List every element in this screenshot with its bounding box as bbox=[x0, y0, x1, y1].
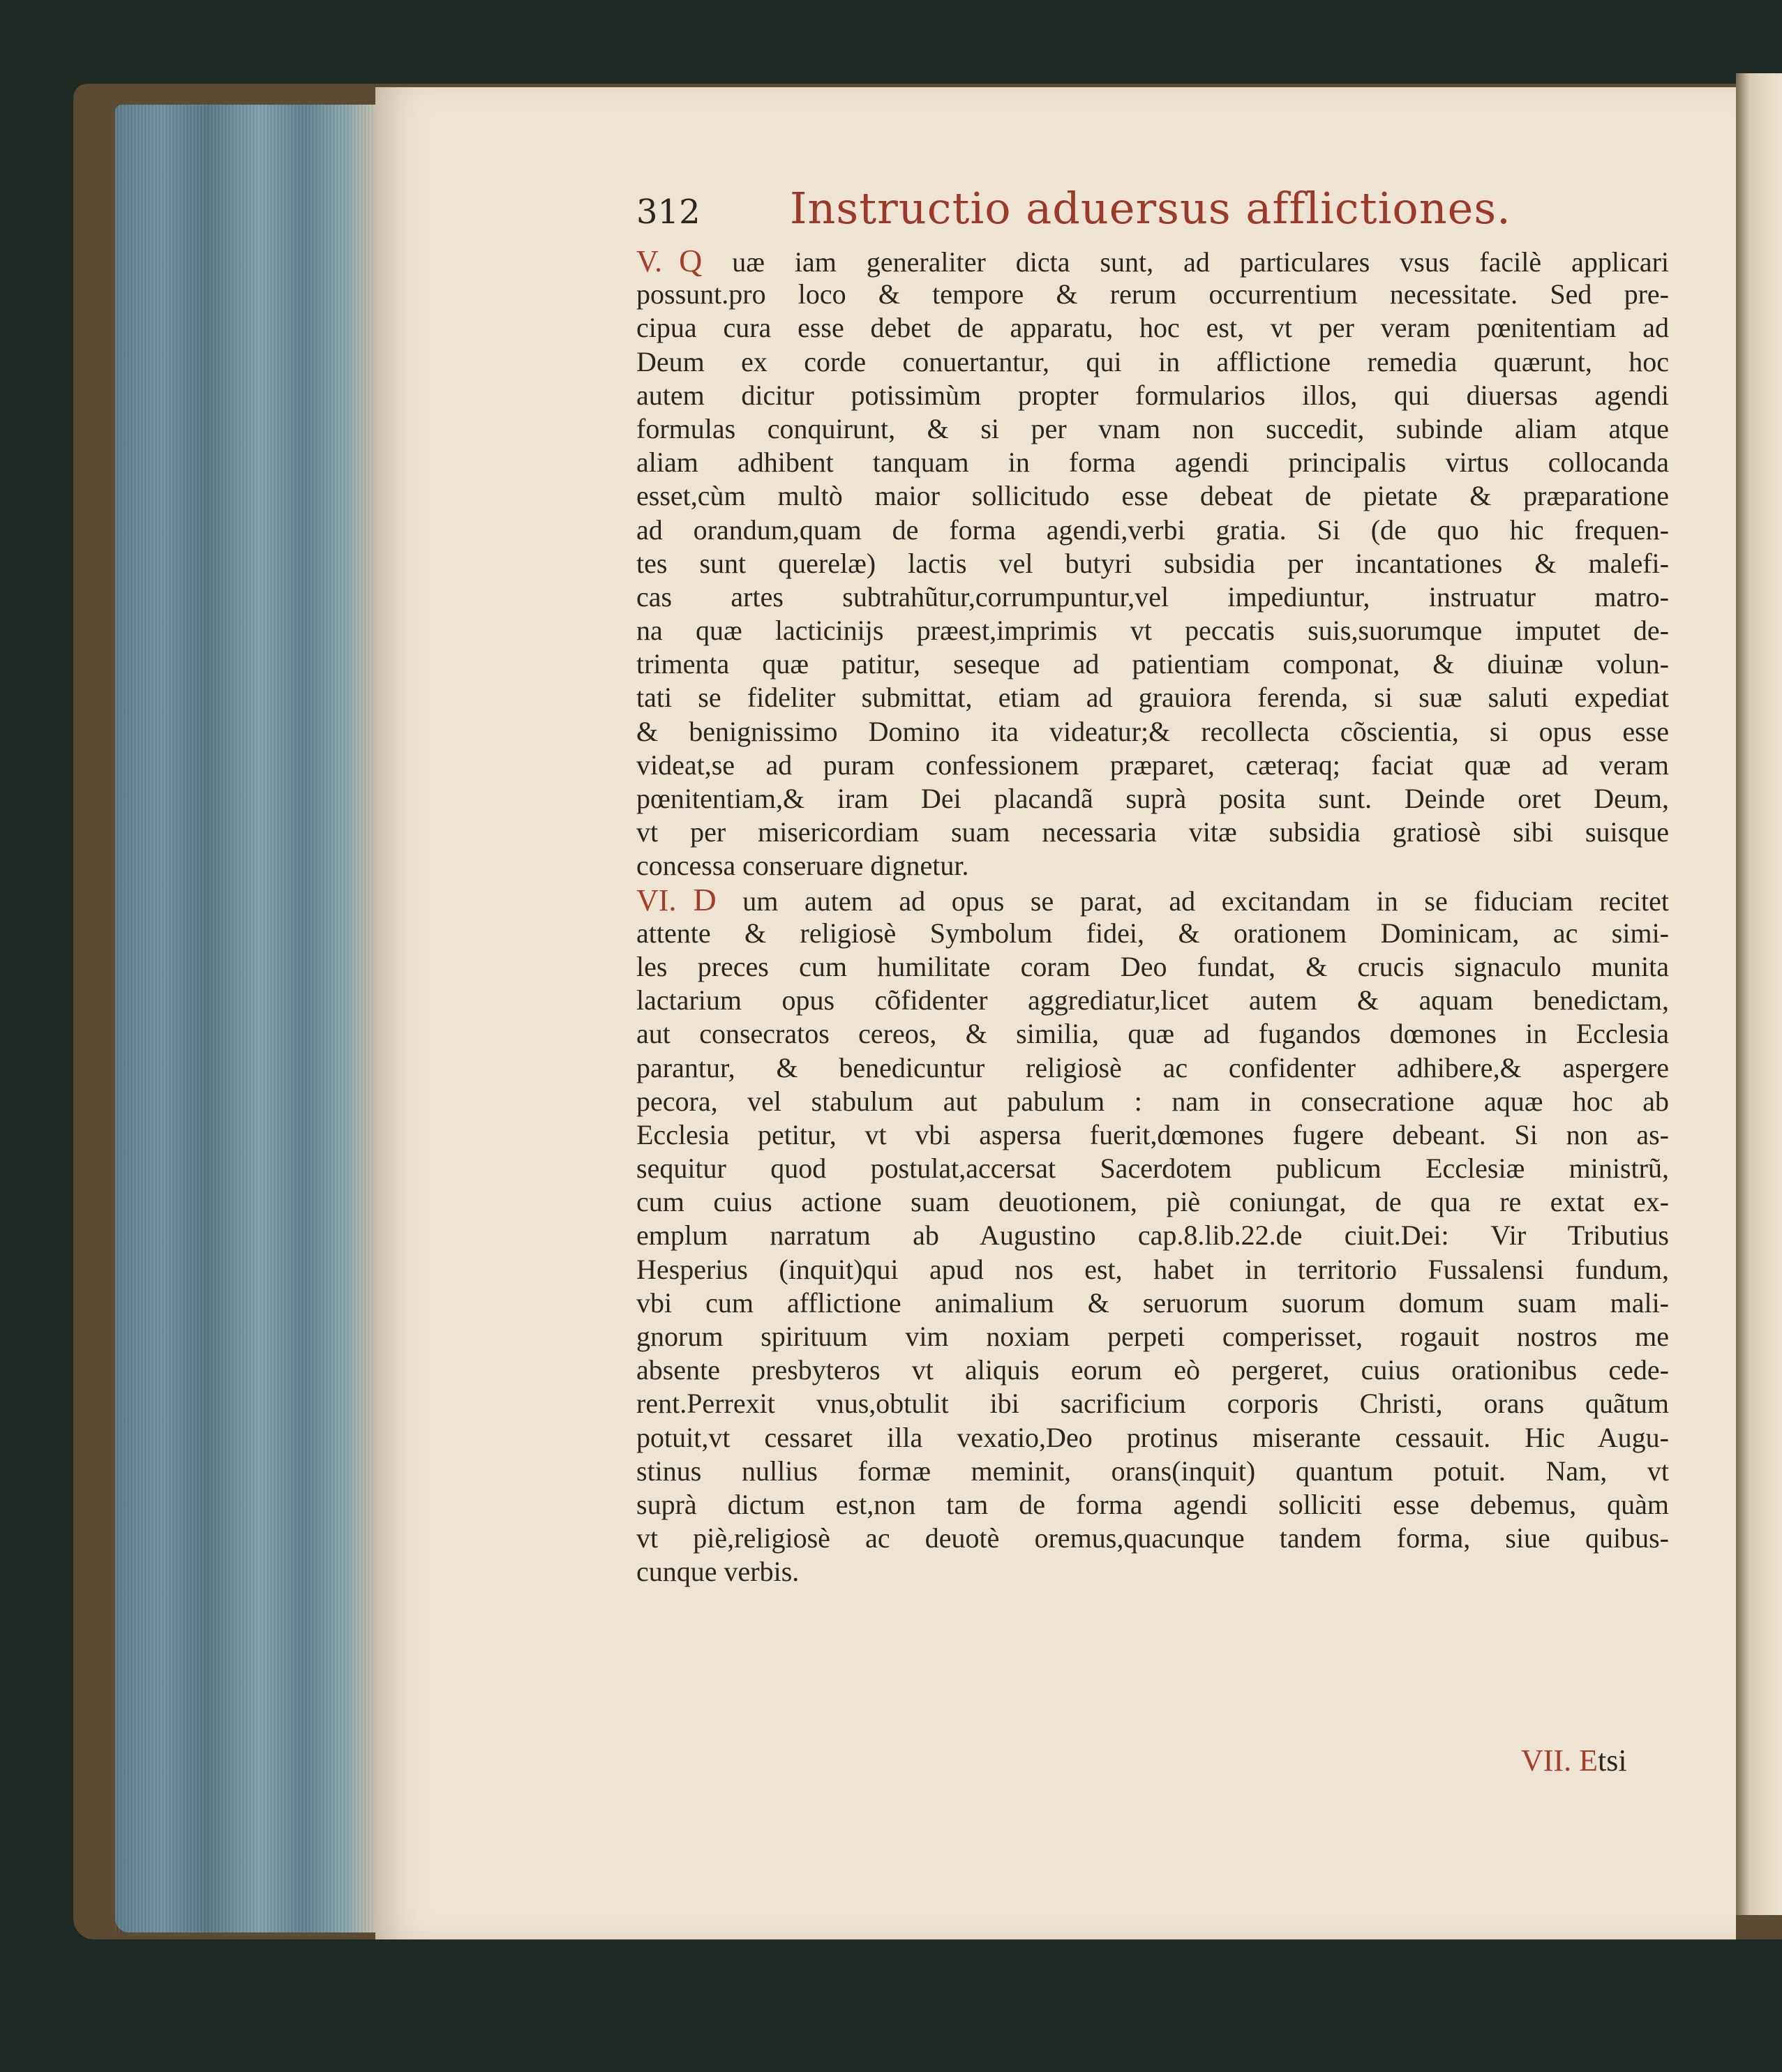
text-line: esset,cùm multò maior sollicitudo esse debeat de pietate & præparatione bbox=[636, 480, 1669, 512]
text-line: vbi cum afflictione animalium & seruorum suorum domum suam mali- bbox=[636, 1286, 1669, 1319]
text-line: cas artes subtrahũtur,corrumpuntur,vel impediuntur, instruatur matro- bbox=[636, 580, 1669, 613]
text-line: trimenta quæ patitur, seseque ad patientiam componat, & diuinæ volun- bbox=[636, 648, 1669, 680]
text-line: ad orandum,quam de forma agendi,verbi gratia. Si (de quo hic frequen- bbox=[636, 513, 1669, 546]
facing-page-edge bbox=[1736, 73, 1782, 1915]
text-line: cum cuius actione suam deuotionem, piè coniungat, de qua re extat ex- bbox=[636, 1186, 1669, 1218]
page-number: 312 bbox=[636, 193, 701, 232]
text-line: autem dicitur potissimùm propter formularios illos, qui diuersas agendi bbox=[636, 379, 1669, 411]
text-line: videat,se ad puram confessionem præparet, cæteraq; faciat quæ ad veram bbox=[636, 749, 1669, 781]
text-line: Hesperius (inquit)qui apud nos est, habet in territorio Fussalensi fundum, bbox=[636, 1253, 1669, 1285]
text-line: gnorum spirituum vim noxiam perpeti comperisset, rogauit nostros me bbox=[636, 1321, 1669, 1352]
section-marker: V. bbox=[636, 244, 663, 278]
running-head-title: Instructio aduersus afflictiones. bbox=[790, 183, 1511, 234]
text-line: tes sunt querelæ) lactis vel butyri subsidia per incantationes & malefi- bbox=[636, 547, 1669, 579]
catchword-marker: VII. bbox=[1521, 1743, 1572, 1778]
text-line: concessa conseruare dignetur. bbox=[636, 850, 969, 882]
text-line: attente & religiosè Symbolum fidei, & orationem Dominicam, ac simi- bbox=[636, 917, 1669, 949]
text-line: suprà dictum est,non tam de forma agendi solliciti esse debemus, quàm bbox=[636, 1488, 1669, 1520]
line-text: uæ iam generaliter dicta sunt, ad particulares vsus facilè applicari bbox=[732, 246, 1669, 278]
section-initial: D bbox=[693, 883, 717, 917]
text-line: Deum ex corde conuertantur, qui in afflictione remedia quærunt, hoc bbox=[636, 345, 1669, 377]
text-line: possunt.pro loco & tempore & rerum occurrentium necessitate. Sed pre- bbox=[636, 278, 1669, 310]
text-line: sequitur quod postulat,accersat Sacerdotem publicum Ecclesiæ ministrũ, bbox=[636, 1153, 1669, 1185]
section-marker: VI. bbox=[636, 883, 677, 917]
text-line: parantur, & benedicuntur religiosè ac confidenter adhibere,& aspergere bbox=[636, 1051, 1669, 1083]
text-line: aut consecratos cereos, & similia, quæ ad fugandos dœmones in Ecclesia bbox=[636, 1018, 1669, 1050]
text-line: formulas conquirunt, & si per vnam non succedit, subinde aliam atque bbox=[636, 412, 1669, 444]
text-line: cunque verbis. bbox=[636, 1556, 800, 1588]
catchword-rest: tsi bbox=[1597, 1743, 1627, 1778]
text-line: les preces cum humilitate coram Deo fundat, & crucis signaculo munita bbox=[636, 950, 1669, 982]
body-text bbox=[636, 244, 1669, 1589]
text-line: na quæ lacticinijs præest,imprimis vt peccatis suis,suorumque imputet de- bbox=[636, 615, 1669, 647]
text-line: pœnitentiam,& iram Dei placandã suprà posita sunt. Deinde oret Deum, bbox=[636, 783, 1669, 814]
text-line: cipua cura esse debet de apparatu, hoc est, vt per veram pœnitentiam ad bbox=[636, 312, 1669, 344]
text-line: tati se fideliter submittat, etiam ad grauiora ferenda, si suæ saluti expediat bbox=[636, 682, 1669, 714]
text-line: & benignissimo Domino ita videatur;& recollecta cõscientia, si opus esse bbox=[636, 715, 1669, 747]
text-line: Ecclesia petitur, vt vbi aspersa fuerit,dœmones fugere debeant. Si non as- bbox=[636, 1118, 1669, 1150]
text-line: potuit,vt cessaret illa vexatio,Deo protinus miserante cessauit. Hic Augu- bbox=[636, 1421, 1669, 1453]
text-line: vt piè,religiosè ac deuotè oremus,quacunque tandem forma, siue quibus- bbox=[636, 1522, 1669, 1554]
text-line: rent.Perrexit vnus,obtulit ibi sacrificium corporis Christi, orans quãtum bbox=[636, 1388, 1669, 1420]
text-line: lactarium opus cõfidenter aggrediatur,licet autem & aquam benedictam, bbox=[636, 984, 1669, 1016]
text-line: emplum narratum ab Augustino cap.8.lib.22.de ciuit.Dei: Vir Tributius bbox=[636, 1219, 1669, 1252]
line-text: um autem ad opus se parat, ad excitandam in se fiduciam recitet bbox=[742, 885, 1669, 917]
catchword bbox=[1521, 1743, 1627, 1778]
catchword-initial: E bbox=[1579, 1743, 1598, 1778]
running-head bbox=[636, 183, 1627, 239]
page-edges bbox=[115, 105, 377, 1932]
text-line bbox=[636, 244, 1669, 278]
text-line bbox=[636, 883, 1669, 917]
text-line: absente presbyteros vt aliquis eorum eò pergeret, cuius orationibus cede- bbox=[636, 1354, 1669, 1386]
text-line: vt per misericordiam suam necessaria vitæ subsidia gratiosè sibi suisque bbox=[636, 816, 1669, 848]
text-line: stinus nullius formæ meminit, orans(inquit) quantum potuit. Nam, vt bbox=[636, 1455, 1669, 1487]
section-initial: Q bbox=[679, 244, 703, 278]
text-line: aliam adhibent tanquam in forma agendi principalis virtus collocanda bbox=[636, 446, 1669, 479]
text-line: pecora, vel stabulum aut pabulum : nam in consecratione aquæ hoc ab bbox=[636, 1085, 1669, 1117]
